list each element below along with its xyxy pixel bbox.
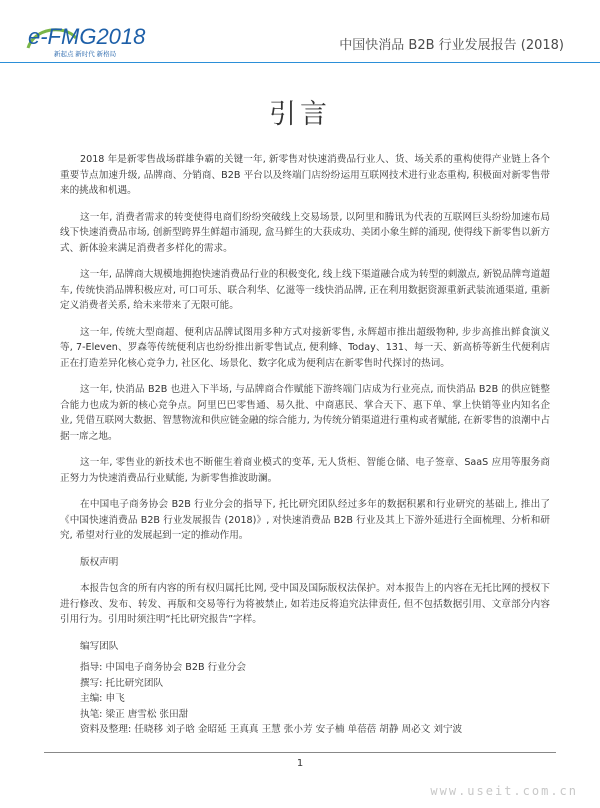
copyright-heading: 版权声明 bbox=[80, 556, 119, 568]
team-researchers: 资料及整理: 任晓移 刘子晗 金昭延 王真真 王慧 张小芳 安子楠 单蓓蓓 胡静 周必文 刘宁波 bbox=[80, 724, 463, 735]
footer-divider bbox=[44, 752, 556, 753]
main-content bbox=[60, 152, 550, 738]
site-watermark: www.useit.com.cn bbox=[430, 784, 578, 798]
team-authors: 执笔: 梁正 唐雪松 张田甜 bbox=[80, 708, 189, 720]
paragraph-4: 这一年, 传统大型商超、便利店品牌试图用多种方式对接新零售, 永辉超市推出超级物种, 步步高推出鲜食演义等, 7-Eleven、罗森等传统便利店也纷纷推出新零售试点, 便利蜂、Today、131、每一天、新高桥等新生代便利店正在打造差异化核心竞争力, 社区化、场景化、数字化成为便利店在新零售时代探讨的热词。 bbox=[60, 326, 550, 369]
paragraph-3: 这一年, 品牌商大规模地拥抱快速消费品行业的积极变化, 线上线下渠道融合成为转型的刺激点, 新锐品牌弯道超车, 传统快消品牌积极应对, 可口可乐、联合利华、亿滋等一线快消品牌, 正在利用数据资源重新武装流通渠道, 重新定义消费者关系, 给未来带来了无限可能。 bbox=[60, 269, 550, 311]
team-roster bbox=[60, 660, 550, 738]
team-editor: 主编: 申飞 bbox=[80, 693, 125, 704]
team-guidance: 指导: 中国电子商务协会 B2B 行业分会 bbox=[80, 662, 246, 673]
paragraph-5: 这一年, 快消品 B2B 也进入下半场, 与品牌商合作赋能下游终端门店成为行业亮点, 而快消品 B2B 的供应链整合能力也成为新的核心竞争点。阿里巴巴零售通、易久批、中商惠民、掌合天下、惠下单、掌上快销等业内知名企业, 凭借互联网大数据、智慧物流和供应链金融的综合能力, 为传统分销渠道进行重构或者赋能, 在新零售的浪潮中占据一席之地。 bbox=[60, 384, 550, 442]
document-title: 中国快消品 B2B 行业发展报告 (2018) bbox=[339, 38, 564, 53]
paragraph-2: 这一年, 消费者需求的转变使得电商们纷纷突破线上交易场景, 以阿里和腾讯为代表的互联网巨头纷纷加速布局线下快速消费品市场, 创新型跨界生鲜超市涌现, 盒马鲜生的大获成功、美团小象生鲜的涌现, 使得线下新零售以新方式、新体验来满足消费者多样化的需求。 bbox=[60, 211, 550, 254]
copyright-text: 本报告包含的所有内容的所有权归属托比网, 受中国及国际版权法保护。对本报告上的内容在无托比网的授权下进行修改、发布、转发、再版和交易等行为将被禁止, 如若违反将追究法律责任, 但不包括数据引用、文章部分内容引用行为。引用时须注明“托比研究报告”字样。 bbox=[60, 583, 550, 625]
team-heading: 编写团队 bbox=[80, 640, 119, 652]
team-writer: 撰写: 托比研究团队 bbox=[80, 677, 164, 689]
paragraph-6: 这一年, 零售业的新技术也不断催生着商业模式的变革, 无人货柜、智能仓储、电子签章、SaaS 应用等服务商正努力为快速消费品行业赋能, 为新零售推波助澜。 bbox=[60, 457, 550, 484]
paragraph-1: 2018 年是新零售战场群雄争霸的关键一年, 新零售对快速消费品行业人、货、场关系的重构使得产业链上各个重要节点加速升级, 品牌商、分销商、B2B 平台以及终端门店纷纷运用互联网技术进行业态重构, 积极面对新零售带来的挑战和机遇。 bbox=[60, 154, 550, 196]
efmg-logo bbox=[24, 18, 174, 62]
page-title: 引言 bbox=[269, 99, 331, 130]
logo-text: e-FMG2018 bbox=[28, 24, 146, 49]
paragraph-7: 在中国电子商务协会 B2B 行业分会的指导下, 托比研究团队经过多年的数据积累和行业研究的基础上, 推出了《中国快速消费品 B2B 行业发展报告 (2018)》, 对快速消费品 B2B 行业及其上下游外延进行全面梳理、分析和研究, 希望对行业的发展起到一定的推动作用。 bbox=[60, 499, 550, 541]
header-divider bbox=[0, 62, 600, 63]
logo-slogan: 新起点 新时代 新格局 bbox=[54, 51, 117, 58]
page-number: 1 bbox=[296, 758, 304, 769]
page-header bbox=[0, 0, 600, 70]
